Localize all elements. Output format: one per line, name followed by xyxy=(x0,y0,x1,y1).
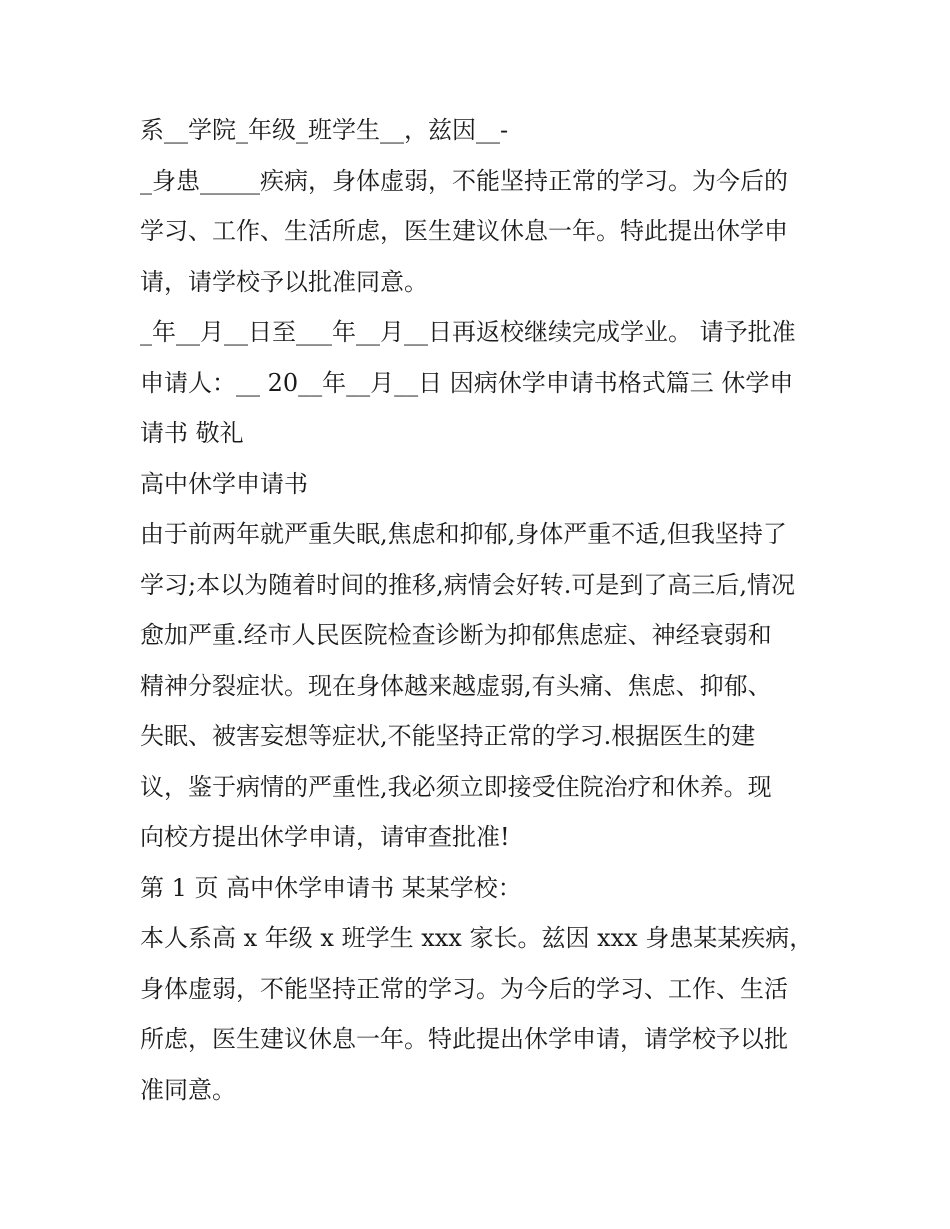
text-line: 准同意。 xyxy=(140,1076,236,1104)
text-line: 学习、工作、生活所虑，医生建议休息一年。特此提出休学申 xyxy=(140,217,788,245)
text-line: 议，鉴于病情的严重性,我必须立即接受住院治疗和休养。现 xyxy=(140,773,772,801)
text-line: 愈加严重.经市人民医院检查诊断为抑郁焦虑症、神经衰弱和 xyxy=(140,621,772,649)
text-line: 申请人：__ 20__年__月__日 因病休学申请书格式篇三 休学申 xyxy=(140,369,794,397)
text-line: _身患_____疾病，身体虚弱，不能坚持正常的学习。为今后的 xyxy=(140,167,788,195)
text-line: 由于前两年就严重失眠,焦虑和抑郁,身体严重不适,但我坚持了 xyxy=(140,520,787,548)
page-number-line: 第 1 页 高中休学申请书 某某学校： xyxy=(140,874,522,902)
text-line: 请书 敬礼 xyxy=(140,419,244,447)
text-line: 失眠、被害妄想等症状,不能坚持正常的学习.根据医生的建 xyxy=(140,722,756,750)
text-line: 身体虚弱，不能坚持正常的学习。为今后的学习、工作、生活 xyxy=(140,975,788,1003)
section-heading: 高中休学申请书 xyxy=(140,470,308,498)
text-line: 学习;本以为随着时间的推移,病情会好转.可是到了高三后,情况 xyxy=(140,571,795,599)
text-line: 请，请学校予以批准同意。 xyxy=(140,268,428,296)
text-line: _年__月__日至___年__月__日再返校继续完成学业。 请予批准 xyxy=(140,318,796,346)
text-line: 向校方提出休学申请，请审查批准! xyxy=(140,823,510,851)
text-line: 本人系高 x 年级 x 班学生 xxx 家长。兹因 xxx 身患某某疾病， xyxy=(140,924,814,952)
text-line: 精神分裂症状。现在身体越来越虚弱,有头痛、焦虑、抑郁、 xyxy=(140,672,772,700)
text-line: 所虑，医生建议休息一年。特此提出休学申请，请学校予以批 xyxy=(140,1025,788,1053)
text-line: 系__学院_年级_班学生__，兹因__- xyxy=(140,116,509,144)
